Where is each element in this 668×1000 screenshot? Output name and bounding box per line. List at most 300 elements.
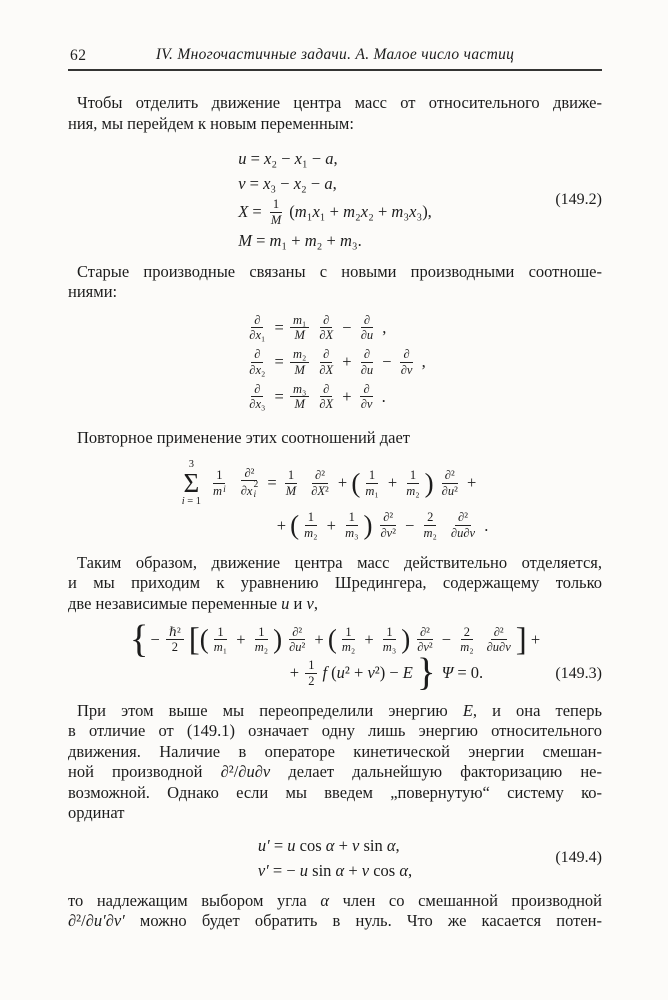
text-run: и [289, 593, 307, 613]
text-run: можно будет обратить в нуль. Что же касается потен- [124, 911, 602, 931]
math-run: ₂ [301, 347, 307, 361]
math-run: ₁ + [281, 230, 305, 250]
math-fraction [439, 468, 461, 499]
math-run: m [406, 483, 416, 498]
fraction-denominator [358, 328, 376, 343]
equation-line [277, 510, 489, 541]
sum-lower-limit [182, 496, 201, 508]
page-number: 62 [70, 47, 87, 64]
math-run: ₁ [301, 312, 307, 327]
math-text [365, 484, 378, 498]
paragraph-4 [68, 553, 602, 615]
math-text [326, 836, 360, 856]
math-run: 1 [348, 510, 355, 525]
fraction-denominator [252, 640, 271, 655]
math-bracket: ( [351, 467, 361, 498]
math-run: 3 [188, 458, 194, 470]
equation-line [258, 859, 412, 883]
fraction-denominator [301, 526, 320, 541]
math-run: − [338, 317, 356, 337]
equation-number: (149.2) [555, 190, 602, 208]
fraction-numerator [461, 625, 473, 641]
math-run: + [526, 629, 541, 649]
math-text [442, 484, 458, 498]
math-text [320, 891, 329, 910]
fraction-denominator [305, 674, 317, 689]
math-run: ₂ [350, 640, 356, 655]
math-text [151, 630, 164, 650]
math-bracket: ( [290, 509, 300, 540]
fraction-denominator [286, 640, 308, 655]
fraction-numerator [251, 382, 263, 398]
fraction-denominator [246, 397, 268, 412]
fraction-numerator [361, 347, 373, 363]
math-run: , [378, 317, 387, 337]
fraction-numerator [400, 347, 412, 363]
text-line [68, 573, 602, 594]
math-text [263, 473, 281, 493]
equation-line [244, 313, 425, 344]
sigma-symbol: Σ [183, 467, 200, 498]
math-text [258, 861, 308, 881]
math-fraction [421, 510, 440, 541]
math-fraction [339, 625, 358, 656]
text-line [68, 701, 602, 722]
math-text [445, 468, 455, 482]
math-run: ² [389, 510, 394, 525]
eq-149-3 [68, 618, 602, 695]
math-run: = [270, 317, 288, 337]
text-line [68, 93, 602, 114]
math-text [336, 861, 370, 881]
text-run: две независимые переменные [68, 593, 282, 613]
math-text [308, 658, 314, 672]
math-run: v [361, 860, 370, 880]
math-fraction [448, 510, 478, 541]
math-run: − [378, 352, 396, 372]
fraction-denominator [380, 640, 399, 655]
math-run: ² [428, 640, 433, 655]
fraction-numerator [285, 468, 297, 484]
math-subsup [213, 484, 226, 499]
math-text [361, 397, 373, 411]
math-text [487, 640, 511, 654]
math-run: ∂u [360, 362, 374, 377]
math-run: 1 [386, 624, 393, 639]
text-line [68, 721, 602, 742]
fraction-denominator [169, 640, 181, 655]
math-run: m [213, 640, 223, 655]
equation-line [129, 618, 541, 662]
math-text [216, 468, 222, 482]
math-run: m [341, 640, 351, 655]
math-run: ∂u [360, 328, 374, 343]
math-fraction [362, 468, 381, 499]
math-run: = [251, 230, 270, 250]
math-fraction [316, 382, 336, 413]
math-fraction [286, 625, 308, 656]
math-run: ² + [344, 663, 368, 683]
math-run: + [338, 352, 356, 372]
fraction-numerator [241, 466, 257, 482]
math-fraction [377, 510, 398, 541]
math-run: ² [499, 624, 504, 639]
math-fraction [290, 313, 309, 344]
math-run: 2 [463, 624, 471, 639]
math-run: M [238, 230, 252, 250]
math-run: ∂ [240, 483, 247, 498]
math-run: + [383, 473, 402, 493]
math-run: ₃ [403, 202, 410, 222]
text-line [68, 262, 602, 283]
eq-sum [68, 457, 602, 543]
math-run: . [480, 515, 489, 535]
math-text [403, 347, 409, 361]
math-text [364, 347, 370, 361]
math-bracket: { [129, 618, 149, 662]
math-text [214, 640, 227, 654]
math-roman: sin [308, 860, 336, 880]
math-run: a [325, 149, 334, 168]
text-run: ния, мы перейдем к новым переменным: [68, 113, 354, 133]
math-text [288, 468, 294, 482]
math-text [270, 352, 288, 372]
math-text [399, 861, 412, 881]
math-text [217, 625, 223, 639]
equation-group [182, 457, 489, 543]
fraction-denominator [362, 484, 381, 499]
math-text [270, 387, 288, 407]
math-fraction [301, 510, 320, 541]
fraction-denominator [291, 328, 307, 343]
math-run: ₁ [222, 640, 228, 655]
math-text [254, 382, 260, 396]
math-text [383, 640, 396, 654]
fraction-denominator [448, 526, 478, 541]
math-text [494, 625, 504, 639]
fraction-numerator [320, 347, 332, 363]
fraction-denominator [291, 397, 307, 412]
math-run: ∂v [400, 362, 413, 377]
math-run: ₁ + [319, 202, 344, 222]
math-run: = − [268, 860, 300, 880]
fraction-denominator [268, 213, 284, 228]
header-rule [68, 69, 602, 71]
math-fraction [246, 382, 268, 413]
math-text [277, 516, 290, 536]
math-text [294, 397, 304, 411]
equation-line [258, 834, 412, 858]
math-text [238, 202, 266, 222]
math-run: ² [321, 468, 325, 483]
math-run: , [408, 860, 413, 880]
eq-149-2 [68, 146, 602, 254]
math-text [255, 640, 268, 654]
math-roman: cos [369, 860, 400, 880]
math-run: ² [325, 483, 329, 498]
math-run: ₃. [351, 230, 362, 250]
math-run: x [409, 202, 417, 222]
math-run: M [294, 362, 305, 377]
math-text [378, 318, 386, 338]
math-fraction [238, 466, 262, 502]
fraction-numerator [407, 468, 419, 484]
math-run: ²) − [374, 663, 403, 683]
math-run: ∂x [249, 397, 262, 412]
math-text [249, 363, 265, 377]
fraction-denominator [358, 397, 376, 412]
math-text [442, 663, 484, 683]
math-run: ₂ [263, 640, 269, 655]
math-text [322, 663, 412, 683]
text-run: Повторное применение этих соотношений дает [77, 428, 410, 447]
math-fraction [358, 347, 376, 378]
math-text [254, 313, 260, 327]
math-run: ∂v [380, 526, 393, 541]
math-text [464, 625, 470, 639]
math-run: ∂ [323, 381, 330, 396]
fraction-denominator [398, 363, 416, 378]
math-fraction [246, 313, 268, 344]
paragraph-6 [68, 891, 602, 932]
math-run: ∂ [363, 381, 370, 396]
math-text [258, 836, 296, 856]
math-run: = [269, 835, 288, 855]
math-run: M [270, 212, 282, 227]
math-fraction [166, 625, 184, 656]
content-flow [68, 93, 602, 932]
equation-group [129, 618, 541, 695]
math-run: ∂u∂v [450, 526, 476, 541]
math-fraction [358, 313, 376, 344]
math-run: ² [392, 526, 396, 541]
math-run: ∂X [311, 483, 325, 498]
fraction-numerator [214, 625, 226, 641]
math-fraction [283, 468, 299, 499]
math-fraction [305, 658, 317, 689]
text-line [68, 891, 602, 912]
math-run: ∂u [289, 640, 302, 655]
math-run: . [377, 386, 386, 406]
math-roman: sin [359, 835, 387, 855]
math-fraction [316, 347, 336, 378]
math-run: α [386, 835, 396, 855]
math-fraction [246, 347, 268, 378]
math-run: ∂ [444, 468, 451, 483]
math-fraction [210, 468, 229, 499]
subscript [223, 486, 226, 496]
math-fraction [290, 382, 309, 413]
math-run: x [312, 202, 320, 222]
fraction-denominator [439, 484, 461, 499]
math-run: α [325, 835, 335, 855]
math-run: = 1 [184, 496, 202, 508]
math-run: 2 [427, 510, 434, 525]
math-run: 1 [368, 468, 376, 483]
math-run: m [304, 526, 314, 541]
math-text [369, 468, 375, 482]
math-text [310, 630, 328, 650]
math-run: 1 [216, 468, 223, 483]
math-run: ₂ [469, 640, 474, 655]
math-run: + [344, 860, 362, 880]
math-text [383, 510, 393, 524]
math-run: m [365, 483, 375, 498]
math-run: + [310, 629, 328, 649]
math-run: ₁ [374, 483, 379, 498]
math-run: ( [327, 663, 337, 683]
fraction-denominator [246, 363, 268, 378]
math-text [311, 484, 329, 498]
math-run: ₂ [261, 362, 266, 377]
math-run: ∂v [360, 397, 373, 412]
math-run: 1 [345, 624, 352, 639]
math-run: u [336, 663, 345, 683]
math-run: ₁ − [301, 149, 326, 168]
math-subsup [247, 481, 258, 501]
math-run: + [232, 629, 250, 649]
math-run: + [334, 835, 352, 855]
math-run: ∂ [458, 510, 465, 525]
fraction-numerator [366, 468, 378, 484]
math-run: ² [298, 624, 303, 639]
math-text [293, 382, 306, 396]
math-run: ₂ [313, 526, 318, 541]
running-title: IV. Многочастичные задачи. А. Малое число частиц [155, 46, 515, 63]
math-text [361, 328, 373, 342]
equation-group [238, 146, 432, 254]
math-text [68, 911, 125, 930]
text-line [68, 594, 602, 615]
math-text [238, 149, 337, 169]
math-run: + [333, 473, 352, 493]
math-run: ∂ [254, 312, 261, 327]
text-run: ординат [68, 803, 125, 823]
fraction-numerator [251, 313, 263, 329]
math-run: 2 [171, 640, 178, 655]
fraction-numerator [305, 658, 317, 674]
math-text [315, 468, 325, 482]
math-run: = [270, 352, 288, 372]
text-line [68, 783, 602, 804]
math-text [270, 318, 288, 338]
text-line [68, 282, 602, 303]
math-text [172, 640, 178, 654]
math-text [253, 480, 258, 490]
math-run: ₃ − [270, 174, 294, 193]
paragraph-3 [68, 428, 602, 449]
math-run: E [462, 700, 473, 720]
equation-line [238, 229, 432, 253]
math-text [387, 836, 400, 856]
fraction-denominator [316, 363, 336, 378]
math-fraction [308, 468, 332, 499]
math-run: i [181, 496, 185, 508]
math-text [460, 640, 473, 654]
math-text [345, 625, 351, 639]
equation-number: (149.4) [555, 849, 602, 867]
math-run: ₃ [261, 397, 266, 412]
math-run: ∂ [383, 510, 390, 525]
math-run: = [246, 149, 264, 168]
math-text [254, 347, 260, 361]
math-text [463, 701, 473, 720]
math-run: ₃), [416, 202, 432, 222]
text-run: в отличие от (149.1) означает одну лишь энергию относительного [68, 721, 602, 741]
math-text [384, 473, 402, 493]
fraction-denominator [358, 363, 376, 378]
math-text [294, 363, 304, 377]
math-text [221, 762, 271, 781]
fraction-denominator [421, 526, 440, 541]
math-run: m [294, 202, 307, 222]
fraction-numerator [417, 625, 433, 641]
math-run: − [150, 629, 164, 649]
math-text [289, 202, 432, 222]
math-run: ₂ [415, 483, 420, 498]
math-run: ∂ [315, 468, 322, 483]
subsup-stack [253, 481, 258, 501]
math-text [527, 630, 540, 650]
math-run: m [213, 483, 223, 498]
math-run: = [248, 202, 266, 222]
equation-group [258, 833, 412, 884]
fraction-numerator [346, 510, 358, 526]
math-run: a [324, 174, 333, 193]
math-run: ∂ [254, 381, 261, 396]
math-text [307, 594, 314, 613]
math-run: v [306, 593, 314, 613]
math-fraction [380, 625, 399, 656]
math-run: ²/ [76, 911, 86, 931]
fraction-numerator [289, 625, 305, 641]
math-text [342, 640, 355, 654]
math-run: ∂ [292, 624, 299, 639]
math-run: ∂X [319, 397, 334, 412]
math-run: 1 [272, 197, 280, 211]
fraction-numerator [166, 625, 184, 641]
math-run: ² [250, 465, 255, 480]
subsup-stack [223, 486, 226, 496]
math-run: X [238, 202, 249, 222]
math-run: ∂ [68, 911, 77, 931]
math-run: 1 [308, 657, 315, 672]
math-text [323, 382, 329, 396]
text-run: и мы приходим к уравнению Шредингера, содержащему только [68, 573, 602, 593]
math-run: m [391, 202, 404, 222]
summation [182, 459, 201, 509]
math-text [223, 485, 226, 495]
math-run: x [246, 483, 253, 498]
math-bracket: ) [363, 509, 373, 540]
math-text [293, 347, 306, 361]
fraction-denominator [403, 484, 422, 499]
math-text [377, 387, 385, 407]
math-run: ² [301, 640, 306, 655]
math-run: ² [450, 468, 455, 483]
math-run: ₂ + [316, 230, 340, 250]
math-roman: cos [295, 835, 326, 855]
math-text [458, 510, 468, 524]
fraction-denominator [339, 640, 358, 655]
fraction-numerator [251, 347, 263, 363]
math-run: f [322, 663, 328, 683]
math-run: u [299, 860, 309, 880]
math-run: ( [289, 202, 295, 222]
math-run: + [322, 515, 341, 535]
equation-line [238, 197, 432, 228]
fraction-numerator [320, 382, 332, 398]
